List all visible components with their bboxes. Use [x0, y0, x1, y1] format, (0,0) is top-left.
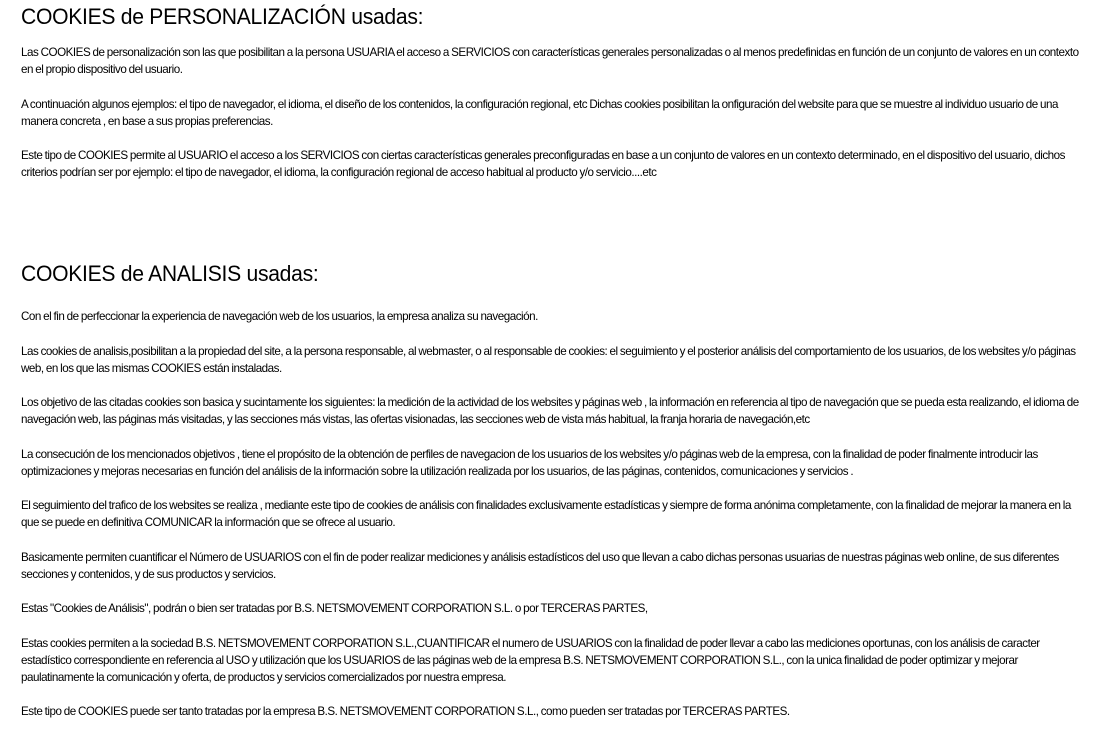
analisis-section	[21, 308, 1083, 738]
analisis-heading: COOKIES de ANALISIS usadas:	[21, 261, 319, 286]
personalizacion-paragraph-1: Las COOKIES de personalización son las que posibilitan a la persona USUARIA el acceso a SERVICIOS con características generales personalizadas o al menos predefinidas en función de un conjunto de valores en un contexto en el propio dispositivo del usuario.	[21, 45, 1079, 76]
analisis-paragraph-4: La consecución de los mencionados objetivos , tiene el propósito de la obtención de perfiles de navegacion de los usuarios de los websites y/o páginas web de la empresa, con la finalidad de poder finalmente introducir las optimizaciones y mejoras necesarias en función del análisis de la información sobre la utilización realizada por los usuarios, de las páginas, contenidos, comunicaciones y servicios .	[21, 446, 1038, 478]
analisis-paragraph-9: Este tipo de COOKIES puede ser tanto tratadas por la empresa B.S. NETSMOVEMENT CORPORATION S.L., como pueden ser tratadas por TERCERAS PARTES.	[21, 704, 790, 718]
analisis-paragraph-7: Estas "Cookies de Análisis", podrán o bien ser tratadas por B.S. NETSMOVEMENT CORPORATION S.L. o por TERCERAS PARTES,	[21, 601, 648, 615]
analisis-paragraph-8: Estas cookies permiten a la sociedad B.S. NETSMOVEMENT CORPORATION S.L.,CUANTIFICAR el numero de USUARIOS con la finalidad de poder llevar a cabo las mediciones oportunas, con los análisis de caracter estadístico correspondiente en referencia al USO y utilización que los USUARIOS de las páginas web de la empresa B.S. NETSMOVEMENT CORPORATION S.L., con la unica finalidad de poder optimizar y mejorar paulatinamente la comunicación y oferta, de productos y servicios comercializados por nuestra empresa.	[21, 635, 1040, 684]
analisis-paragraph-1: Con el fin de perfeccionar la experiencia de navegación web de los usuarios, la empresa analiza su navegación.	[21, 309, 538, 323]
analisis-paragraph-6: Basicamente permiten cuantificar el Número de USUARIOS con el fin de poder realizar mediciones y análisis estadísticos del uso que llevan a cabo dichas personas usuarias de nuestras páginas web online, de sus diferentes secciones y contenidos, y de sus productos y servicios.	[21, 549, 1059, 581]
personalizacion-paragraph-3: Este tipo de COOKIES permite al USUARIO el acceso a los SERVICIOS con ciertas características generales preconfiguradas en base a un conjunto de valores en un contexto determinado, en el dispositivo del usuario, dichos criterios podrían ser por ejemplo: el tipo de navegador, el idioma, la configuración regional de acceso habitual al producto y/o servicio....etc	[21, 148, 1065, 179]
analisis-paragraph-2: Las cookies de analisis,posibilitan a la propiedad del site, a la persona responsable, al webmaster, o al responsable de cookies: el seguimiento y el posterior análisis del comportamiento de los usuarios, de los websites y/o páginas web, en los que las mismas COOKIES están instaladas.	[21, 343, 1076, 375]
analisis-paragraph-5: El seguimiento del trafico de los websites se realiza , mediante este tipo de cookies de análisis con finalidades exclusivamente estadísticas y siempre de forma anónima completamente, con la finalidad de mejorar la manera en la que se puede en definitiva COMUNICAR la información que se ofrece al usuario.	[21, 498, 1071, 529]
personalizacion-section	[21, 44, 1083, 199]
personalizacion-heading: COOKIES de PERSONALIZACIÓN usadas:	[21, 4, 424, 29]
analisis-paragraph-3: Los objetivo de las citadas cookies son basica y sucintamente los siguientes: la medición de la actividad de los websites y páginas web , la información en referencia al tipo de navegación que se pueda esta realizando, el idioma de navegación web, las páginas más visitadas, y las secciones más vistas, las ofertas visionadas, las secciones web de vista más habitual, la franja horaria de navegación,etc	[21, 395, 1079, 426]
personalizacion-paragraph-2: A continuación algunos ejemplos: el tipo de navegador, el idioma, el diseño de los contenidos, la configuración regional, etc Dichas cookies posibilitan la onfiguración del website para que se muestre al individuo usuario de una manera concreta , en base a sus propias preferencias.	[21, 96, 1059, 128]
